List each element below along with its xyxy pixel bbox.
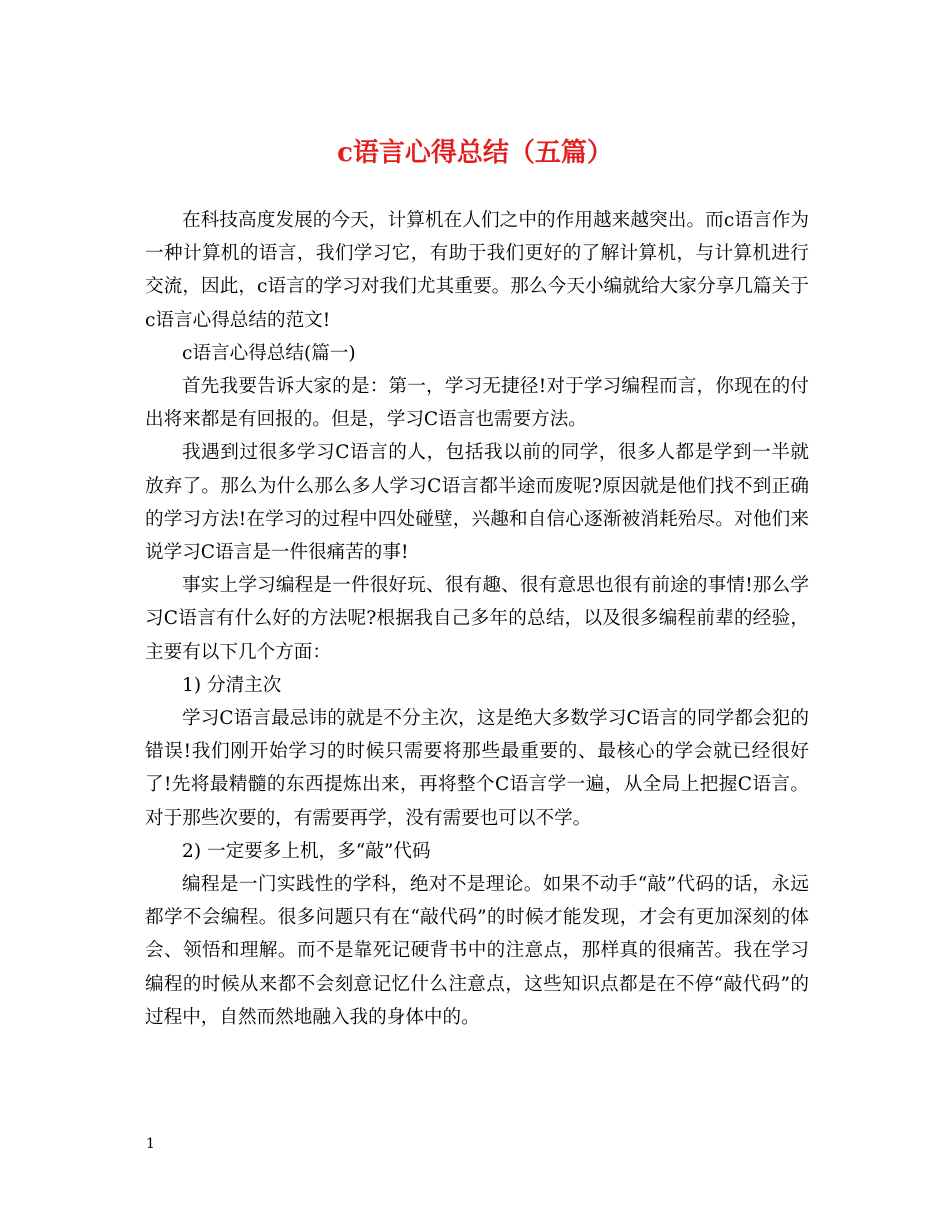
list-heading-1: 1) 分清主次 [182, 674, 282, 696]
paragraph: 事实上学习编程是一件很好玩、很有趣、很有意思也很有前途的事情!那么学习C语言有什么好的方法呢?根据我自己多年的总结，以及很多编程前辈的经验，主要有以下几个方面： [145, 575, 809, 663]
page-number: 1 [146, 1136, 155, 1152]
paragraph: 我遇到过很多学习C语言的人，包括我以前的同学，很多人都是学到一半就放弃了。那么为什么那么多人学习C语言都半途而废呢?原因就是他们找不到正确的学习方法!在学习的过程中四处碰壁，兴趣和自信心逐渐被消耗殆尽。对他们来说学习C语言是一件很痛苦的事! [145, 442, 809, 564]
paragraph: 学习C语言最忌讳的就是不分主次，这是绝大多数学习C语言的同学都会犯的错误!我们刚开始学习的时候只需要将那些最重要的、最核心的学会就已经很好了!先将最精髓的东西提炼出来，再将整个C语言学一遍，从全局上把握C语言。对于那些次要的，有需要再学，没有需要也可以不学。 [145, 708, 809, 829]
list-heading-2: 2) 一定要多上机，多“敲”代码 [182, 840, 431, 862]
document-body [145, 204, 809, 1034]
section-heading-1: c语言心得总结(篇一) [182, 342, 356, 364]
paragraph: 编程是一门实践性的学科，绝对不是理论。如果不动手“敲”代码的话，永远都学不会编程。很多问题只有在“敲代码”的时候才能发现，才会有更加深刻的体会、领悟和理解。而不是靠死记硬背书中的注意点，那样真的很痛苦。我在学习编程的时候从来都不会刻意记忆什么注意点，这些知识点都是在不停“敲代码”的过程中，自然而然地融入我的身体中的。 [145, 874, 809, 1028]
paragraph: 首先我要告诉大家的是：第一，学习无捷径!对于学习编程而言，你现在的付出将来都是有回报的。但是，学习C语言也需要方法。 [145, 376, 809, 431]
document-title: c语言心得总结（五篇） [337, 138, 613, 168]
paragraph-intro: 在科技高度发展的今天，计算机在人们之中的作用越来越突出。而c语言作为一种计算机的语言，我们学习它，有助于我们更好的了解计算机，与计算机进行交流，因此，c语言的学习对我们尤其重要。那么今天小编就给大家分享几篇关于c语言心得总结的范文! [145, 210, 809, 331]
